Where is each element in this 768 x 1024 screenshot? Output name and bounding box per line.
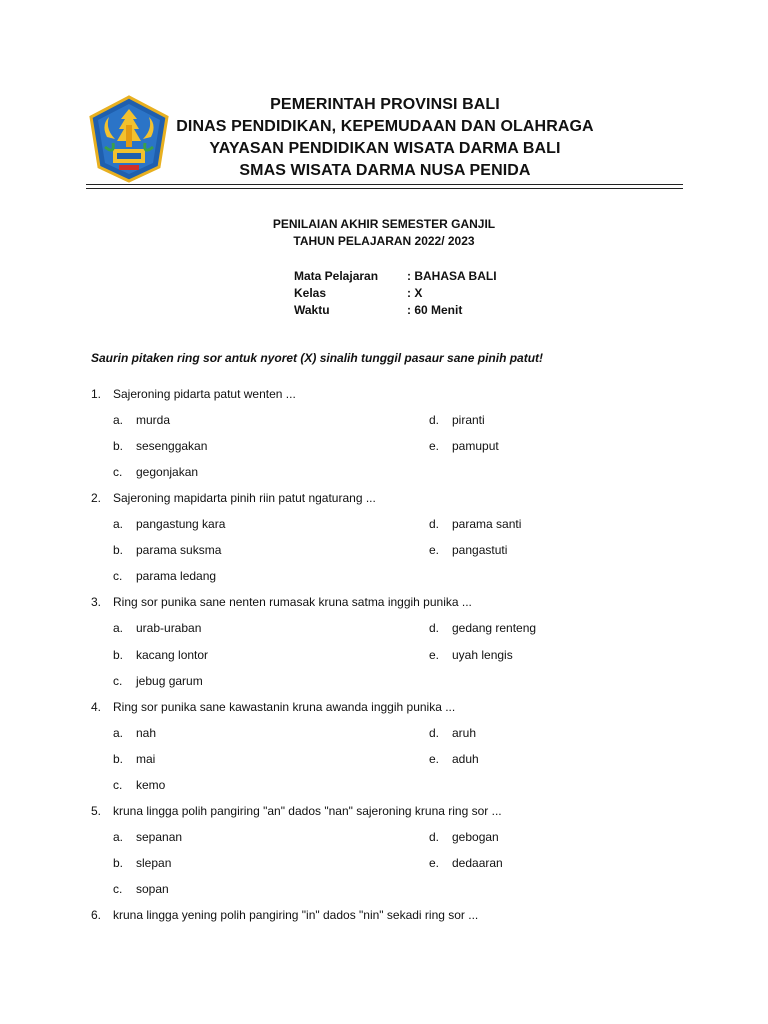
letterhead-rule-thin — [86, 188, 683, 189]
option-letter: c. — [113, 674, 123, 688]
letterhead-rule-thick — [86, 184, 683, 185]
exam-name: PENILAIAN AKHIR SEMESTER GANJIL — [272, 217, 496, 231]
question-number: 2. — [91, 491, 102, 505]
option-letter: d. — [429, 621, 440, 635]
option-text: aduh — [452, 752, 479, 766]
info-value: : X — [407, 286, 423, 300]
option-text: kemo — [136, 778, 166, 792]
option-text: parama santi — [452, 517, 522, 531]
option-letter: e. — [429, 439, 440, 453]
option-letter: c. — [113, 778, 123, 792]
option-letter: c. — [113, 465, 123, 479]
option-text: parama suksma — [136, 543, 222, 557]
option-letter: e. — [429, 856, 440, 870]
option-text: kacang lontor — [136, 648, 209, 662]
option-letter: e. — [429, 648, 440, 662]
info-label: Kelas — [294, 286, 327, 300]
question-text: Ring sor punika sane kawastanin kruna awanda inggih punika ... — [113, 700, 456, 714]
option-text: jebug garum — [136, 674, 203, 688]
option-letter: b. — [113, 856, 124, 870]
option-letter: e. — [429, 543, 440, 557]
option-text: sesenggakan — [136, 439, 208, 453]
option-text: sopan — [136, 882, 169, 896]
option-text: parama ledang — [136, 569, 217, 583]
academic-year: TAHUN PELAJARAN 2022/ 2023 — [293, 234, 475, 248]
letterhead-department: DINAS PENDIDIKAN, KEPEMUDAAN DAN OLAHRAGA — [176, 118, 594, 135]
option-letter: c. — [113, 569, 123, 583]
letterhead-government: PEMERINTAH PROVINSI BALI — [270, 96, 500, 113]
option-letter: d. — [429, 726, 440, 740]
option-text: urab-uraban — [136, 621, 202, 635]
option-letter: c. — [113, 882, 123, 896]
option-text: dedaaran — [452, 856, 503, 870]
option-letter: d. — [429, 517, 440, 531]
option-letter: b. — [113, 439, 124, 453]
option-letter: d. — [429, 830, 440, 844]
option-letter: a. — [113, 413, 124, 427]
option-text: pamuput — [452, 439, 499, 453]
question-number: 6. — [91, 908, 102, 922]
option-text: mai — [136, 752, 156, 766]
option-text: murda — [136, 413, 171, 427]
question-text: Sajeroning mapidarta pinih riin patut ngaturang ... — [113, 491, 376, 505]
option-letter: b. — [113, 648, 124, 662]
option-letter: d. — [429, 413, 440, 427]
option-text: gedang renteng — [452, 621, 537, 635]
option-text: piranti — [452, 413, 485, 427]
letterhead-school: SMAS WISATA DARMA NUSA PENIDA — [239, 162, 531, 179]
question-number: 3. — [91, 595, 102, 609]
option-letter: b. — [113, 752, 124, 766]
option-letter: a. — [113, 830, 124, 844]
option-letter: a. — [113, 621, 124, 635]
info-value: : BAHASA BALI — [407, 269, 497, 283]
option-letter: a. — [113, 726, 124, 740]
option-letter: a. — [113, 517, 124, 531]
info-label: Waktu — [294, 303, 330, 317]
letterhead — [170, 94, 600, 182]
option-text: uyah lengis — [452, 648, 513, 662]
question-number: 5. — [91, 804, 102, 818]
question-text: kruna lingga yening polih pangiring "in" dados "nin" sekadi ring sor ... — [113, 908, 479, 922]
option-text: gebogan — [452, 830, 499, 844]
info-label: Mata Pelajaran — [294, 269, 379, 283]
option-text: pangastuti — [452, 543, 508, 557]
bali-province-logo — [89, 95, 169, 183]
question-number: 4. — [91, 700, 102, 714]
option-letter: b. — [113, 543, 124, 557]
question-text: Sajeroning pidarta patut wenten ... — [113, 387, 296, 401]
question-number: 1. — [91, 387, 102, 401]
option-text: aruh — [452, 726, 477, 740]
question-text: kruna lingga polih pangiring "an" dados "nan" sajeroning kruna ring sor ... — [113, 804, 502, 818]
letterhead-foundation: YAYASAN PENDIDIKAN WISATA DARMA BALI — [209, 140, 561, 157]
instruction: Saurin pitaken ring sor antuk nyoret (X) sinalih tunggil pasaur sane pinih patut! — [91, 351, 544, 365]
option-text: nah — [136, 726, 157, 740]
exam-title — [180, 216, 588, 250]
info-value: : 60 Menit — [407, 303, 463, 317]
option-text: slepan — [136, 856, 172, 870]
option-text: pangastung kara — [136, 517, 226, 531]
option-letter: e. — [429, 752, 440, 766]
option-text: sepanan — [136, 830, 183, 844]
question-text: Ring sor punika sane nenten rumasak kruna satma inggih punika ... — [113, 595, 472, 609]
option-text: gegonjakan — [136, 465, 199, 479]
